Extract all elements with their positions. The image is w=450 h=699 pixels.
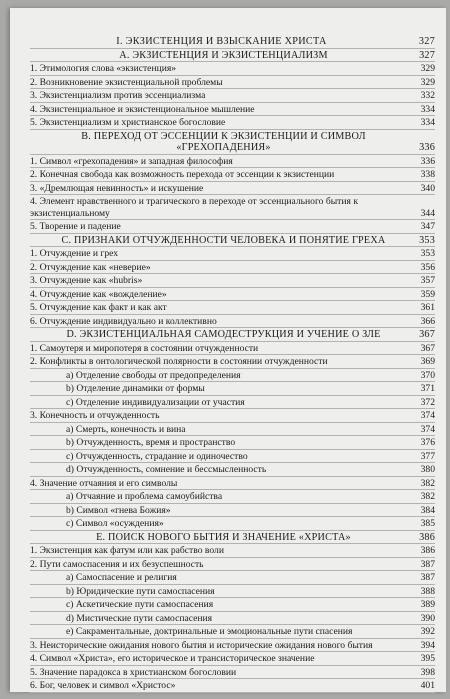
toc-entry-title: 1. Экзистенция как фатум или как рабство воли <box>30 545 224 556</box>
toc-section-heading <box>30 36 435 49</box>
toc-entry <box>30 275 435 288</box>
toc-page-number: 347 <box>420 221 435 232</box>
toc-page-number: 398 <box>420 666 435 678</box>
toc-entry <box>30 63 435 76</box>
toc-subentry <box>30 437 435 450</box>
toc-entry-title: В. ПЕРЕХОД ОТ ЭССЕНЦИИ К ЭКЗИСТЕНЦИИ И СИМВОЛ «ГРЕХОПАДЕНИЯ» <box>81 130 366 153</box>
toc-page-number: 334 <box>420 117 435 128</box>
toc-page-number: 376 <box>420 437 435 448</box>
toc-page-number: 359 <box>420 288 435 300</box>
toc-page-number: 374 <box>420 410 435 421</box>
toc-entry <box>30 156 435 169</box>
toc-page-number: 361 <box>420 302 435 313</box>
toc-entry-title: b) Отделение динамики от формы <box>66 383 205 394</box>
toc-entry-title: 3. Неисторические ожидания нового бытия и исторические ожидания нового бытия <box>30 639 373 651</box>
toc-page-number: 357 <box>420 275 435 286</box>
toc-page-number: 336 <box>420 155 435 167</box>
toc-entry <box>30 653 435 666</box>
toc-page-number: 394 <box>420 639 435 651</box>
toc-entry-title: 5. Отчуждение как факт и как акт <box>30 302 167 313</box>
toc-entry-title: а) Отделение свободы от предопределения <box>66 369 241 381</box>
toc-subentry <box>30 397 435 410</box>
toc-entry-title: 6. Отчуждение индивидуально и коллективно <box>30 315 217 327</box>
toc-page-number: 370 <box>420 369 435 381</box>
toc-entry-title: а) Отчаяние и проблема самоубийства <box>66 491 223 502</box>
toc-entry <box>30 343 435 356</box>
toc-page-number: 329 <box>420 76 435 88</box>
toc-page-number: 338 <box>420 169 435 180</box>
toc-entry-title: с) Отделение индивидуализации от участия <box>66 396 245 408</box>
toc-entry-title: С. ПРИЗНАКИ ОТЧУЖДЕННОСТИ ЧЕЛОВЕКА И ПОНЯТИЕ ГРЕХА <box>61 234 386 246</box>
toc-entry <box>30 316 435 329</box>
toc-entry-title: 3. «Дремлющая невинность» и искушение <box>30 182 204 194</box>
toc-entry-title: D. ЭКЗИСТЕНЦИАЛЬНАЯ САМОДЕСТРУКЦИЯ И УЧЕНИЕ О ЗЛЕ <box>66 329 381 340</box>
toc-page-number: 367 <box>420 342 435 354</box>
toc-entry-title: 4. Отчуждение как «вожделение» <box>30 288 167 300</box>
toc-page-number: 372 <box>420 396 435 408</box>
toc-entry-title: е) Сакраментальные, доктринальные и эмоциональные пути спасения <box>66 626 353 637</box>
toc-entry <box>30 545 435 558</box>
toc-entry-title: 2. Конечная свобода как возможность перехода от эссенции к экзистенции <box>30 169 335 180</box>
toc-entry-title: Е. ПОИСК НОВОГО БЫТИЯ И ЗНАЧЕНИЕ «ХРИСТА» <box>96 531 351 543</box>
toc-entry-title: 2. Возникновение экзистенциальной проблемы <box>30 76 223 88</box>
toc-page-number: 327 <box>418 36 435 47</box>
toc-entry <box>30 640 435 653</box>
toc-page-number: 388 <box>420 585 435 597</box>
toc-page-number: 353 <box>420 248 435 259</box>
toc-entry-title: 3. Экзистенциализм против эссенциализма <box>30 90 206 101</box>
toc-page-number: 356 <box>420 261 435 273</box>
toc-entry-title: 1. Символ «грехопадения» и западная философия <box>30 155 233 167</box>
toc-entry <box>30 248 435 261</box>
toc-page-number: 340 <box>420 182 435 194</box>
toc-entry <box>30 667 435 680</box>
toc-subentry <box>30 370 435 383</box>
toc-entry-title: 4. Экзистенциальное и экзистенциональное мышление <box>30 103 255 115</box>
toc-entry-title: d) Мистические пути самоспасения <box>66 612 213 624</box>
toc-subentry <box>30 626 435 639</box>
book-page <box>10 8 446 692</box>
toc-entry-title: 4. Символ «Христа», его историческое и трансисторическое значение <box>30 653 315 664</box>
toc-entry <box>30 302 435 315</box>
toc-section-heading <box>30 235 435 248</box>
toc-page-number: 385 <box>420 518 435 529</box>
toc-section-heading <box>30 532 435 545</box>
toc-entry <box>30 183 435 196</box>
toc-entry-title: 6. Бог, человек и символ «Христос» <box>30 680 176 691</box>
toc-page-number: 401 <box>420 680 435 691</box>
toc-entry-title: b) Отчужденность, время и пространство <box>66 437 236 448</box>
toc-page-number: 353 <box>419 234 435 246</box>
toc-entry <box>30 196 435 220</box>
toc-section-heading <box>30 50 435 63</box>
toc-entry-title: с) Отчужденность, страдание и одиночество <box>66 450 248 462</box>
toc-subentry <box>30 586 435 599</box>
toc-entry <box>30 680 435 693</box>
toc-page-number: 386 <box>420 545 435 556</box>
toc-page-number: 382 <box>420 477 435 489</box>
toc-entry-title: 2. Отчуждение как «неверие» <box>30 261 151 273</box>
toc-entry-title: b) Символ «гнева Божия» <box>66 504 171 516</box>
toc-page-number: 389 <box>420 599 435 610</box>
toc-entry-title: 1. Отчуждение и грех <box>30 248 119 259</box>
toc-page-number: 369 <box>420 356 435 367</box>
toc-entry-title: 2. Пути самоспасения и их безуспешность <box>30 558 204 570</box>
toc-page-number: 332 <box>420 90 435 101</box>
toc-subentry <box>30 491 435 504</box>
toc-subentry <box>30 572 435 585</box>
toc-subentry <box>30 599 435 612</box>
toc-entry-title: I. ЭКЗИСТЕНЦИЯ И ВЗЫСКАНИЕ ХРИСТА <box>116 36 327 47</box>
toc-section-heading <box>30 131 435 155</box>
toc-entry <box>30 169 435 182</box>
toc-subentry <box>30 613 435 626</box>
toc-subentry <box>30 464 435 477</box>
toc-page-number: 327 <box>419 49 435 61</box>
toc-entry <box>30 410 435 423</box>
toc-page-number: 374 <box>420 423 435 435</box>
toc-subentry <box>30 424 435 437</box>
toc-entry <box>30 289 435 302</box>
toc-entry <box>30 478 435 491</box>
toc-page-number: 392 <box>420 626 435 637</box>
toc-entry <box>30 117 435 130</box>
toc-entry-title: с) Аскетические пути самоспасения <box>66 599 214 610</box>
toc-entry-title: 1. Этимология слова «экзистенция» <box>30 63 177 74</box>
toc-entry <box>30 90 435 103</box>
toc-subentry <box>30 451 435 464</box>
toc-subentry <box>30 383 435 396</box>
toc-page-number: 329 <box>420 63 435 74</box>
toc-entry-title: 5. Экзистенциализм и христианское богословие <box>30 117 226 128</box>
toc-subentry <box>30 505 435 518</box>
toc-page-number: 384 <box>420 504 435 516</box>
toc-entry-title: 4. Значение отчаяния и его символы <box>30 477 178 489</box>
toc-entry-title: 5. Значение парадокса в христианском богословии <box>30 666 237 678</box>
toc-entry <box>30 77 435 90</box>
toc-page-number: 380 <box>420 464 435 475</box>
toc-entry <box>30 104 435 117</box>
toc-page-number: 336 <box>419 142 435 153</box>
toc-entry-title: 5. Творение и падение <box>30 221 121 232</box>
toc-entry-title: 2. Конфликты в онтологической полярности в состоянии отчужденности <box>30 356 328 367</box>
toc-page-number: 386 <box>419 531 435 543</box>
toc-subentry <box>30 518 435 531</box>
toc-page-number: 366 <box>420 315 435 327</box>
toc-page-number: 395 <box>420 653 435 664</box>
toc-entry-title: а) Самоспасение и религия <box>66 572 177 583</box>
toc-page-number: 377 <box>420 450 435 462</box>
toc-entry <box>30 262 435 275</box>
toc-entry-title: с) Символ «осуждения» <box>66 518 164 529</box>
toc-page-number: 344 <box>420 207 435 219</box>
toc-entry <box>30 559 435 572</box>
toc-entry-title: 3. Отчуждение как «hubris» <box>30 275 143 286</box>
toc-page-number: 382 <box>420 491 435 502</box>
toc-page-number: 387 <box>420 572 435 583</box>
toc-entry-title: b) Юридические пути самоспасения <box>66 585 215 597</box>
toc-entry-title: 4. Элемент нравственного и трагического в переходе от эссенциального бытия к экзистенциальному <box>30 196 358 219</box>
toc-entry <box>30 356 435 369</box>
toc-page-number: 390 <box>420 612 435 624</box>
toc-entry <box>30 221 435 234</box>
toc-page-number: 371 <box>420 383 435 394</box>
toc-page-number: 387 <box>420 558 435 570</box>
toc-entry-title: d) Отчужденность, сомнение и бессмысленность <box>66 464 267 475</box>
table-of-contents <box>30 35 435 694</box>
toc-entry-title: А. ЭКЗИСТЕНЦИЯ И ЭКЗИСТЕНЦИАЛИЗМ <box>119 49 328 61</box>
toc-section-heading <box>30 329 435 342</box>
toc-entry-title: 3. Конечность и отчужденность <box>30 410 160 421</box>
toc-page-number: 334 <box>420 103 435 115</box>
toc-page-number: 367 <box>419 329 435 340</box>
toc-entry-title: 1. Самоутеря и миропотеря в состоянии отчужденности <box>30 342 259 354</box>
toc-entry-title: а) Смерть, конечность и вина <box>66 423 186 435</box>
